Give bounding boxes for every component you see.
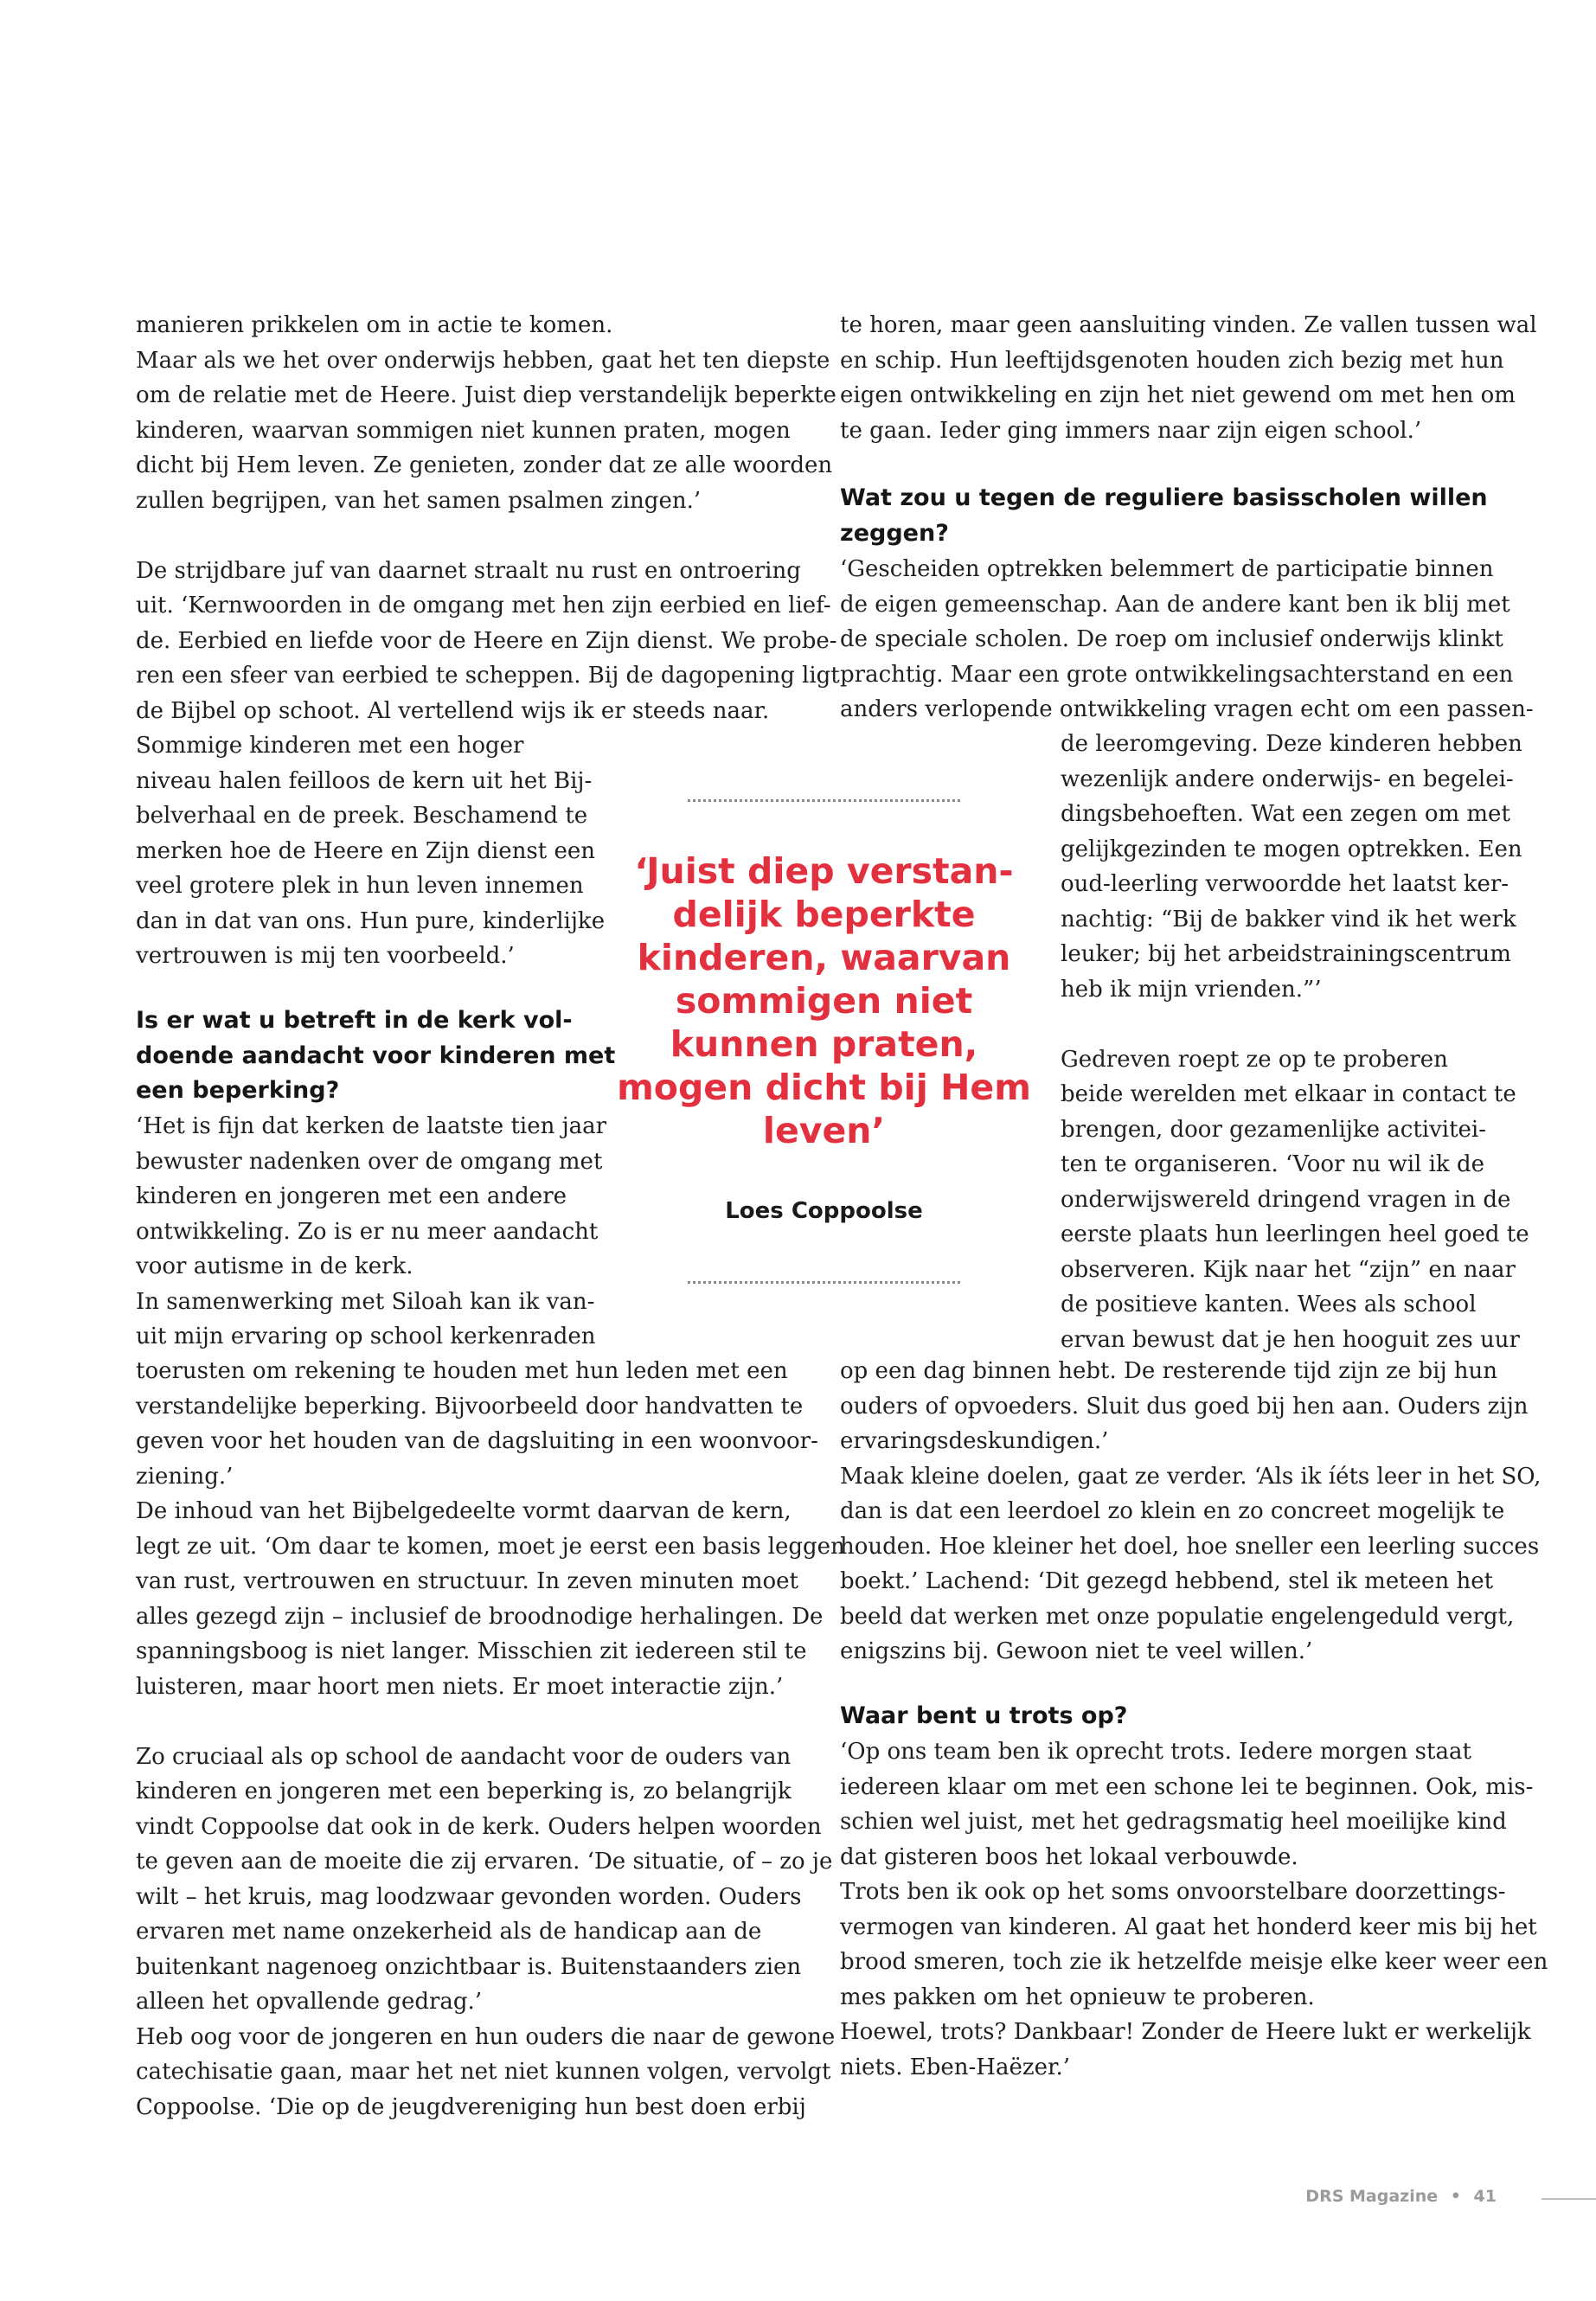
pull-quote-line: sommigen niet [675,980,973,1022]
right-column-narrow-line: observeren. Kijk naar het “zijn” en naar [1061,1256,1516,1283]
left-column-bottom-line: geven voor het houden van de dagsluiting in een woonvoor- [136,1428,818,1454]
left-column-top-line: uit. ‘Kernwoorden in de omgang met hen zijn eerbied en lief- [136,593,831,619]
pull-quote-line: mogen dicht bij Hem [617,1067,1031,1108]
left-column-top-line: ren een sfeer van eerbied te scheppen. Bij de dagopening ligt [136,663,840,689]
left-column-top-line [136,518,840,554]
right-column-bottom-line: houden. Hoe kleiner het doel, hoe sneller een leerling succes [840,1533,1540,1560]
right-column-narrow-line: heb ik mijn vrienden.”’ [1061,976,1322,1003]
right-column-narrow-line: beide werelden met elkaar in contact te [1061,1081,1516,1107]
left-section-heading [136,1003,615,1109]
right-column-end-line: niets. Eben-Haëzer.’ [840,2054,1071,2080]
right-section-heading-2 [840,1699,1127,1734]
right-column-mid-line: prachtig. Maar een grote ontwikkelingsachterstand en een [840,661,1514,688]
right-column-narrow-line: ervan bewust dat je hen hooguit zes uur [1061,1326,1520,1353]
right-column-end-line: Trots ben ik ook op het soms onvoorstelbare doorzettings- [840,1879,1506,1905]
right-column-bottom-line: enigszins bij. Gewoon niet te veel willen.’ [840,1638,1313,1664]
right-column-bottom-line: op een dag binnen hebt. De resterende tijd zijn ze bij hun [840,1358,1498,1384]
left-column-bottom-line: vindt Coppoolse dat ook in de kerk. Ouders helpen woorden [136,1813,822,1840]
left-column-top-line: De strijdbare juf van daarnet straalt nu rust en ontroering [136,557,801,584]
left-column-top-line: dicht bij Hem leven. Ze genieten, zonder dat ze alle woorden [136,452,833,478]
right-column-bottom [840,1354,1541,1670]
right-column-end-line: Hoewel, trots? Dankbaar! Zonder de Heere lukt er werkelijk [840,2019,1531,2045]
right-column-top-line: te horen, maar geen aansluiting vinden. Ze vallen tussen wal [840,312,1537,338]
left-section-heading-line: Is er wat u betreft in de kerk vol- [136,1007,573,1034]
right-column-narrow-line: gelijkgezinden te mogen optrekken. Een [1061,836,1522,862]
footer-page-number: 41 [1473,2187,1497,2206]
right-column-top-line: eigen ontwikkeling en zijn het niet gewend om met hen om [840,382,1516,408]
right-column-mid [840,552,1534,727]
pull-quote-author: Loes Coppoolse [725,1198,923,1224]
right-column-bottom-line: dan is dat een leerdoel zo klein en zo concreet mogelijk te [840,1498,1505,1524]
left-column-narrow-2-line: kinderen en jongeren met een andere [136,1183,567,1209]
left-column-narrow-2-line: uit mijn ervaring op school kerkenraden [136,1324,596,1349]
left-column-narrow-2-line: In samenwerking met Siloah kan ik van- [136,1288,595,1315]
right-column-mid-line: de eigen gemeenschap. Aan de andere kant ben ik blij met [840,591,1510,618]
left-column-narrow-1-line: niveau halen feilloos de kern uit het Bij- [136,767,593,794]
left-column-top-line: kinderen, waarvan sommigen niet kunnen praten, mogen [136,417,791,444]
right-column-mid-line: ‘Gescheiden optrekken belemmert de participatie binnen [840,556,1494,582]
left-column-bottom-line: toerusten om rekening te houden met hun leden met een [136,1358,788,1384]
right-column-top-line: te gaan. Ieder ging immers naar zijn eigen school.’ [840,417,1422,444]
left-column-bottom-line: te geven aan de moeite die zij ervaren. ‘De situatie, of – zo je [136,1849,833,1875]
footer-separator: • [1450,2187,1461,2206]
left-column-bottom-line: luisteren, maar hoort men niets. Er moet interactie zijn.’ [136,1673,784,1700]
right-column-narrow-line: de positieve kanten. Wees als school [1061,1292,1477,1317]
left-column-bottom-line: van rust, vertrouwen en structuur. In zeven minuten moet [136,1568,798,1594]
pull-quote [606,849,1042,1152]
left-column-bottom-line: ervaren met name onzekerheid als de handicap aan de [136,1919,762,1945]
footer-rule [1542,2198,1596,2200]
left-column-narrow-2-line: bewuster nadenken over de omgang met [136,1148,603,1175]
left-column-bottom-line: kinderen en jongeren met een beperking is, zo belangrijk [136,1779,792,1804]
right-column-bottom-line: ervaringsdeskundigen.’ [840,1428,1109,1454]
left-column-narrow-1-line: merken hoe de Heere en Zijn dienst een [136,837,596,864]
left-column-bottom-line: alleen het opvallende gedrag.’ [136,1989,483,2015]
left-column-narrow-1-line: veel grotere plek in hun leven innemen [136,873,584,899]
right-column-narrow-line: dingsbehoeften. Wat een zegen om met [1061,801,1510,827]
left-column-narrow-2-line: ontwikkeling. Zo is er nu meer aandacht [136,1218,599,1245]
left-column-narrow-2-line: voor autisme in de kerk. [136,1253,413,1279]
right-section-heading-1-line: zeggen? [840,519,949,547]
left-section-heading-line: doende aandacht voor kinderen met [136,1042,616,1069]
right-column-narrow-line: Gedreven roept ze op te proberen [1061,1046,1448,1073]
right-column-top-line: en schip. Hun leeftijdsgenoten houden zich bezig met hun [840,347,1504,374]
left-column-narrow-1-line: Sommige kinderen met een hoger [136,733,524,759]
left-column-bottom-line: catechisatie gaan, maar het net niet kunnen volgen, vervolgt [136,2059,831,2085]
right-column-narrow-line: wezenlijk andere onderwijs- en begelei- [1061,766,1514,792]
left-column-bottom [136,1354,845,2125]
left-column-bottom-line: verstandelijke beperking. Bijvoorbeeld door handvatten te [136,1393,804,1420]
right-column-end-line: iedereen klaar om met een schone lei te beginnen. Ook, mis- [840,1773,1534,1800]
right-column-top [840,308,1537,448]
right-column-end-line: mes pakken om het opnieuw te proberen. [840,1984,1315,2010]
right-column-narrow [1061,727,1529,1357]
left-column-top-line: Maar als we het over onderwijs hebben, gaat het ten diepste [136,347,830,374]
right-section-heading-1-line: Wat zou u tegen de reguliere basisscholen willen [840,484,1488,511]
left-column-bottom-line: Coppoolse. ‘Die op de jeugdvereniging hun best doen erbij [136,2093,806,2120]
right-column-end-line: schien wel juist, met het gedragsmatig heel moeilijke kind [840,1809,1507,1835]
left-column-bottom-line: De inhoud van het Bijbelgedeelte vormt daarvan de kern, [136,1498,792,1524]
right-column-narrow-line: ten te organiseren. ‘Voor nu wil ik de [1061,1151,1484,1177]
right-column-end [840,1734,1548,2085]
right-column-bottom-line: boekt.’ Lachend: ‘Dit gezegd hebbend, stel ik meteen het [840,1568,1494,1594]
pull-quote-line: kinderen, waarvan [637,937,1011,978]
right-column-end-line: vermogen van kinderen. Al gaat het honderd keer mis bij het [840,1913,1537,1940]
right-column-narrow-line: brengen, door gezamenlijke activitei- [1061,1116,1487,1143]
right-column-bottom-line: ouders of opvoeders. Sluit dus goed bij hen aan. Ouders zijn [840,1393,1529,1420]
pull-quote-line: leven’ [762,1110,886,1151]
left-section-heading-line: een beperking? [136,1077,340,1104]
left-column-bottom-line: wilt – het kruis, mag loodzwaar gevonden worden. Ouders [136,1883,802,1910]
right-column-end-line: ‘Op ons team ben ik oprecht trots. Iedere morgen staat [840,1739,1471,1765]
right-column-narrow-line: oud-leerling verwoordde het laatst ker- [1061,871,1509,897]
right-column-narrow-line: leuker; bij het arbeidstrainingscentrum [1061,941,1511,967]
left-column-narrow-1-line: dan in dat van ons. Hun pure, kinderlijke [136,907,606,934]
page-footer [1211,2187,1497,2206]
right-column-mid-line: anders verlopende ontwikkeling vragen echt om een passen- [840,696,1534,722]
right-column-bottom-line: beeld dat werken met onze populatie engelengeduld vergt, [840,1603,1515,1630]
left-column-bottom-line: Heb oog voor de jongeren en hun ouders die naar de gewone [136,2023,836,2050]
right-section-heading-2-line: Waar bent u trots op? [840,1702,1128,1729]
left-column-top [136,308,840,728]
left-column-bottom-line: legt ze uit. ‘Om daar te komen, moet je eerst een basis leggen [136,1533,845,1560]
left-column-top-line: de Bijbel op schoot. Al vertellend wijs ik er steeds naar. [136,697,770,724]
right-column-narrow-line: eerste plaats hun leerlingen heel goed te [1061,1221,1529,1247]
left-column-bottom-line [136,1704,845,1740]
left-column-bottom-line: Zo cruciaal als op school de aandacht voor de ouders van [136,1743,792,1770]
right-column-mid-line: de speciale scholen. De roep om inclusief onderwijs klinkt [840,626,1503,652]
right-column-narrow-line: de leeromgeving. Deze kinderen hebben [1061,731,1522,757]
pull-quote-line: delijk beperkte [672,894,976,935]
right-column-bottom-line: Maak kleine doelen, gaat ze verder. ‘Als ik íéts leer in het SO, [840,1463,1542,1490]
left-column-bottom-line: spanningsboog is niet langer. Misschien zit iedereen stil te [136,1638,807,1664]
left-column-bottom-line: buitenkant nagenoeg onzichtbaar is. Buitenstaanders zien [136,1953,802,1980]
left-column-narrow-2 [136,1109,606,1355]
right-column-narrow-line [1061,1007,1529,1042]
pull-quote-top-divider [688,799,960,802]
pull-quote-line: kunnen praten, [670,1023,978,1065]
right-column-end-line: dat gisteren boos het lokaal verbouwde. [840,1843,1298,1870]
left-column-bottom-line: ziening.’ [136,1463,234,1490]
pull-quote-line: ‘Juist diep verstan- [634,850,1014,892]
right-section-heading-1 [840,481,1488,551]
right-column-end-line: brood smeren, toch zie ik hetzelfde meisje elke keer weer een [840,1949,1548,1975]
left-column-top-line: om de relatie met de Heere. Juist diep verstandelijk beperkte [136,382,836,408]
left-column-bottom-line: alles gezegd zijn – inclusief de broodnodige herhalingen. De [136,1603,824,1630]
right-column-narrow-line: nachtig: “Bij de bakker vind ik het werk [1061,906,1516,933]
left-column-narrow-1 [136,728,605,974]
left-column-top-line: manieren prikkelen om in actie te komen. [136,312,613,338]
footer-magazine-name: DRS Magazine [1305,2187,1439,2206]
left-column-top-line: zullen begrijpen, van het samen psalmen zingen.’ [136,487,702,514]
left-column-narrow-1-line: belverhaal en de preek. Beschamend te [136,803,588,829]
right-column-narrow-line: onderwijswereld dringend vragen in de [1061,1186,1511,1213]
pull-quote-bottom-divider [688,1281,960,1284]
left-column-narrow-2-line: ‘Het is fijn dat kerken de laatste tien jaar [136,1113,607,1139]
left-column-narrow-1-line: vertrouwen is mij ten voorbeeld.’ [136,943,515,969]
left-column-top-line: de. Eerbied en liefde voor de Heere en Zijn dienst. We probe- [136,627,837,654]
